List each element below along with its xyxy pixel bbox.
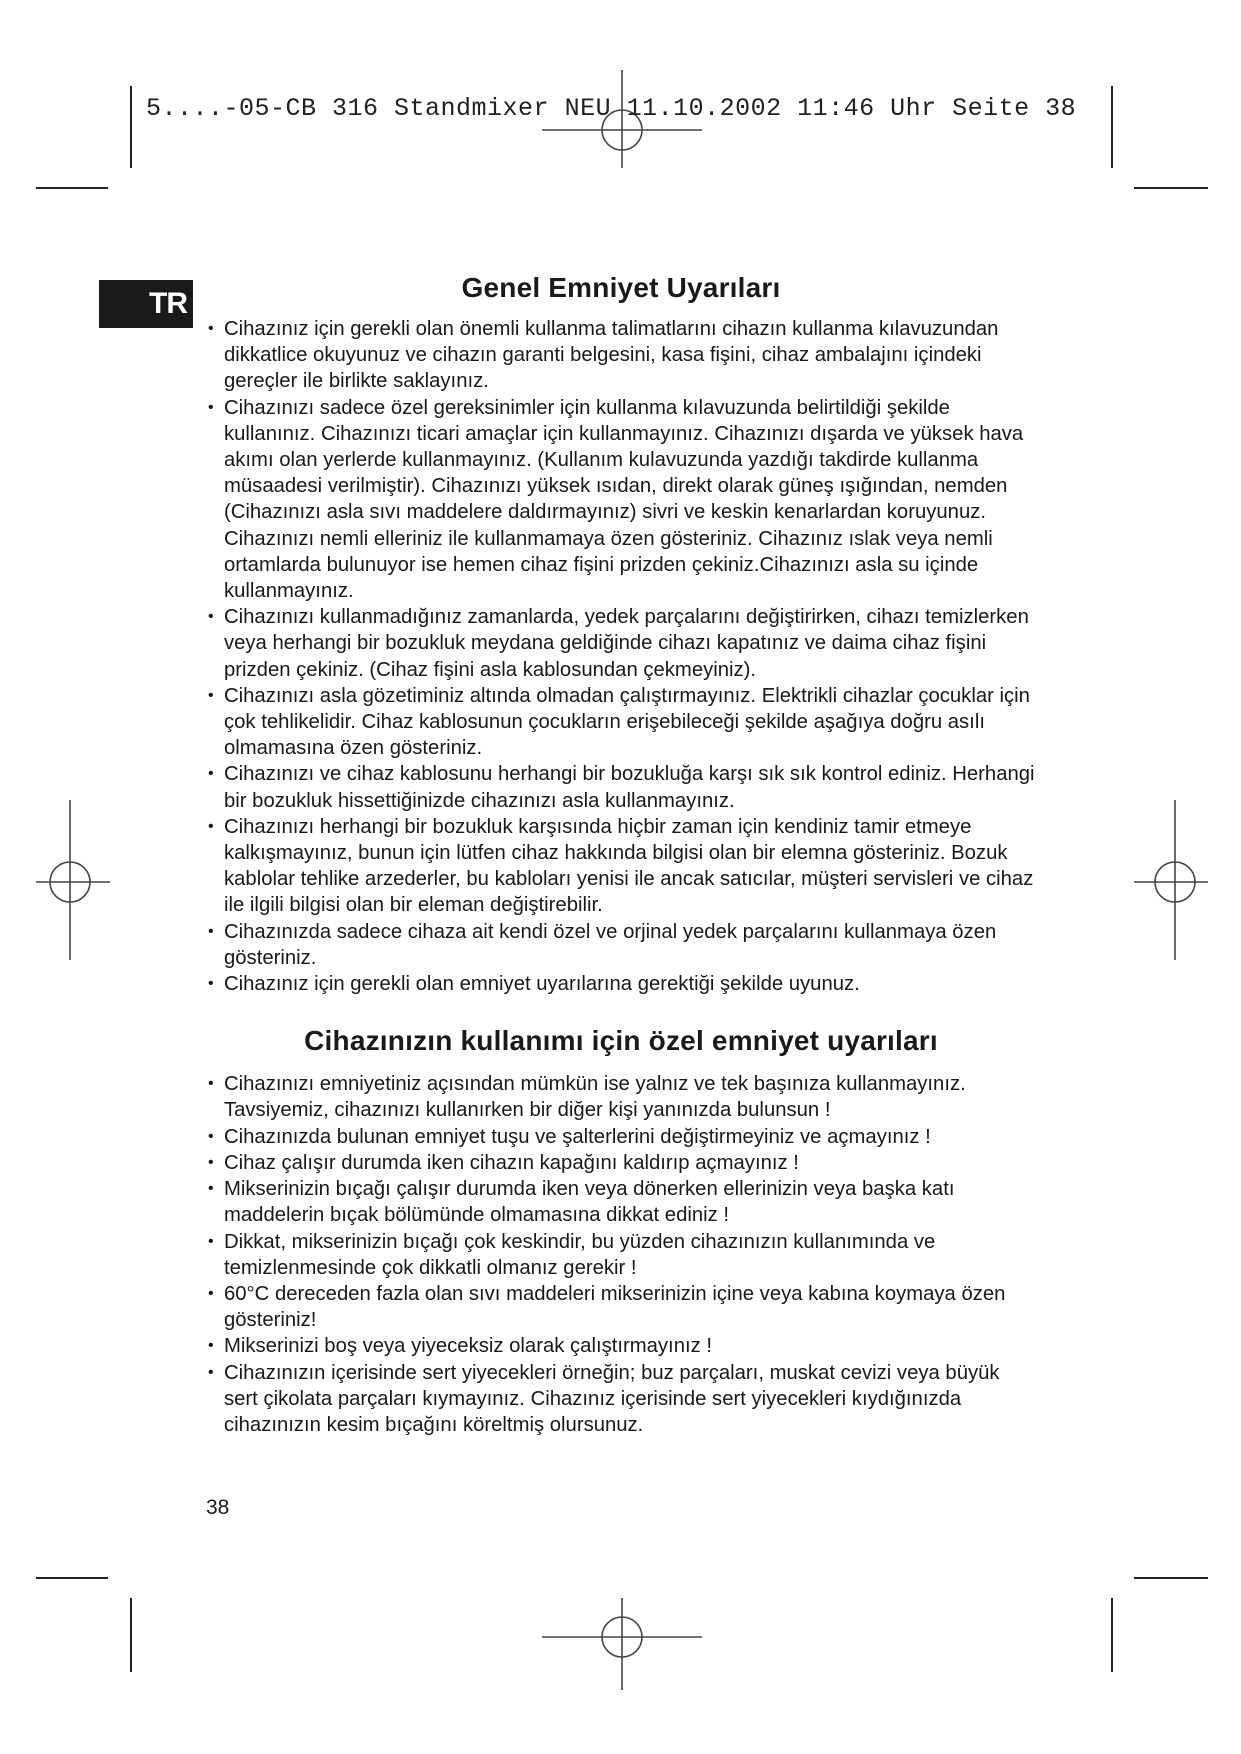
main-content: [206, 272, 1036, 1438]
list-item: • Cihazınızda bulunan emniyet tuşu ve şalterlerini değiştirmeyiniz ve açmayınız !: [206, 1124, 1036, 1150]
list-item: • Cihazınızın içerisinde sert yiyecekleri örneğin; buz parçaları, muskat cevizi veya büyük sert çikolata parçaları kıymayınız. Cihazınız içerisinde sert yiyecekleri kıydığınızda cihazınızın kesim bıçağını köreltmiş olursunuz.: [206, 1360, 1036, 1439]
section-title-special-safety: Cihazınızın kullanımı için özel emniyet uyarıları: [304, 1025, 938, 1057]
list-item: • Dikkat, mikserinizin bıçağı çok keskindir, bu yüzden cihazınızın kullanımında ve temizlenmesinde çok dikkatli olmanız gerekir !: [206, 1229, 1036, 1281]
list-item: • Mikserinizi boş veya yiyeceksiz olarak çalıştırmayınız !: [206, 1333, 1036, 1359]
list-item: • Cihazınızda sadece cihaza ait kendi özel ve orjinal yedek parçalarını kullanmaya özen gösteriniz.: [206, 919, 1036, 971]
list-item: • Cihazınızı emniyetiniz açısından mümkün ise yalnız ve tek başınıza kullanmayınız. Tavsiyemiz, cihazınızı kullanırken bir diğer kişi yanınızda bulunsun !: [206, 1071, 1036, 1123]
language-tab: TR: [99, 280, 193, 328]
section-title-general-safety: Genel Emniyet Uyarıları: [461, 272, 781, 303]
general-safety-list: [206, 316, 1036, 997]
list-item: • Cihazınız için gerekli olan emniyet uyarılarına gerektiği şekilde uyunuz.: [206, 971, 1036, 997]
registration-mark-right: [1134, 800, 1208, 960]
list-item: • Cihazınızı asla gözetiminiz altında olmadan çalıştırmayınız. Elektrikli cihazlar çocuklar için çok tehlikelidir. Cihaz kablosunun çocukların erişebileceği şekilde aşağıya doğru asılı olmamasına özen gösteriniz.: [206, 683, 1036, 762]
page-number: 38: [206, 1496, 230, 1519]
registration-mark-bottom: [542, 1598, 702, 1690]
list-item: • Cihazınızı kullanmadığınız zamanlarda, yedek parçalarını değiştirirken, cihazı temizlerken veya herhangi bir bozukluk meydana geldiğinde cihazı kapatınız ve daima cihaz fişini prizden çekiniz. (Cihaz fişini asla kablosundan çekmeyiniz).: [206, 604, 1036, 683]
list-item: • Mikserinizin bıçağı çalışır durumda iken veya dönerken ellerinizin veya başka katı maddelerin bıçak bölümünde olmamasına dikkat ediniz !: [206, 1176, 1036, 1228]
special-safety-list: [206, 1071, 1036, 1438]
list-item: • 60°C dereceden fazla olan sıvı maddeleri mikserinizin içine veya kabına koymaya özen gösteriniz!: [206, 1281, 1036, 1333]
list-item: • Cihazınızı ve cihaz kablosunu herhangi bir bozukluğa karşı sık sık kontrol ediniz. Herhangi bir bozukluk hissettiğinizde cihazınızı asla kullanmayınız.: [206, 761, 1036, 813]
print-slug: 5....-05-CB 316 Standmixer NEU 11.10.2002 11:46 Uhr Seite 38: [146, 94, 1077, 123]
list-item: • Cihazınızı herhangi bir bozukluk karşısında hiçbir zaman için kendiniz tamir etmeye kalkışmayınız, bunun için lütfen cihaz hakkında bilgisi olan bir elemna gösteriniz. Bozuk kablolar tehlike arzederler, bu kabloları yenisi ile ancak satıcılar, müşteri servisleri ve cihaz ile ilgili bilgisi olan bir eleman değiştirebilir.: [206, 814, 1036, 919]
registration-mark-left: [36, 800, 110, 960]
list-item: • Cihazınız için gerekli olan önemli kullanma talimatlarını cihazın kullanma kılavuzundan dikkatlice okuyunuz ve cihazın garanti belgesini, kasa fişini, cihaz ambalajını içindeki gereçler ile birlikte saklayınız.: [206, 316, 1036, 395]
list-item: • Cihaz çalışır durumda iken cihazın kapağını kaldırıp açmayınız !: [206, 1150, 1036, 1176]
list-item: • Cihazınızı sadece özel gereksinimler için kullanma kılavuzunda belirtildiği şekilde kullanınız. Cihazınızı ticari amaçlar için kullanmayınız. Cihazınızı dışarda ve yüksek hava akımı olan yerlerde kullanmayınız. (Kullanım kulavuzunda yazdığı takdirde kullanma müsaadesi verilmiştir). Cihazınızı yüksek ısıdan, direkt olarak güneş ışığından, nemden (Cihazınızı asla sıvı maddelere daldırmayınız) sivri ve keskin kenarlardan koruyunuz. Cihazınızı nemli elleriniz ile kullanmamaya özen gösteriniz. Cihazınız ıslak veya nemli ortamlarda bulunuyor ise hemen cihaz fişini prizden çekiniz.Cihazınızı asla su içinde kullanmayınız.: [206, 395, 1036, 605]
